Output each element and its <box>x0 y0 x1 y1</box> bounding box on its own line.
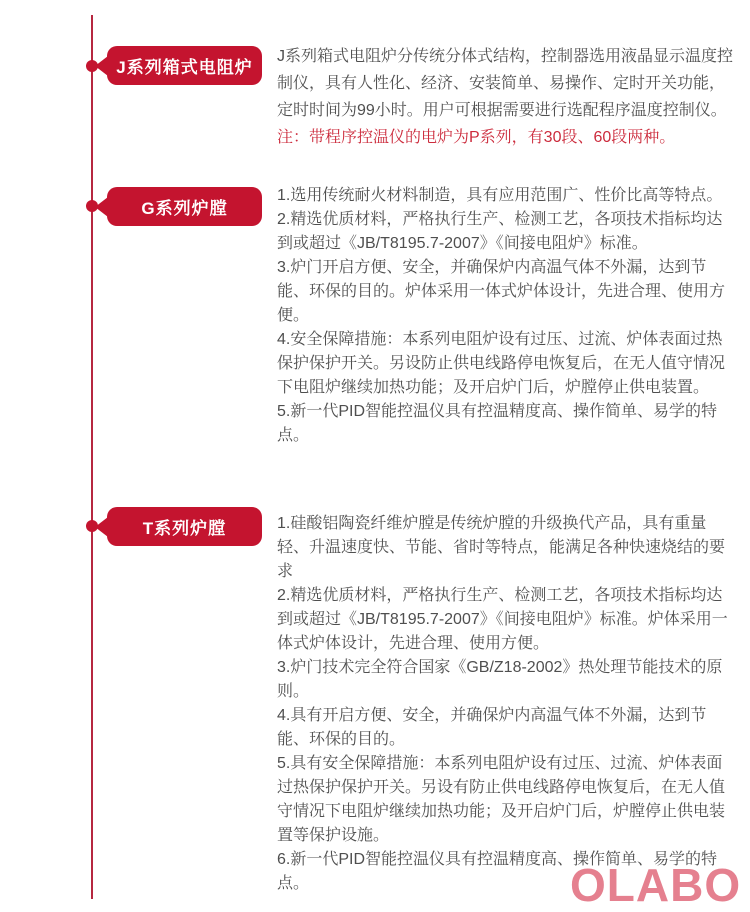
bubble-tail-icon <box>95 197 108 217</box>
paragraph: 5.新一代PID智能控温仪具有控温精度高、操作简单、易学的特点。 <box>277 403 718 444</box>
note-text: 注：带程序控温仪的电炉为P系列，有30段、60段两种。 <box>277 129 676 146</box>
paragraph: 1.选用传统耐火材料制造，具有应用范围广、性价比高等特点。 <box>277 187 723 204</box>
section-body-t-series <box>277 512 735 896</box>
section-label-t-series <box>107 507 262 546</box>
timeline-rail <box>91 15 93 899</box>
bubble-tail-icon <box>95 56 108 76</box>
paragraph: 3.炉门技术完全符合国家《GB/Z18-2002》热处理节能技术的原则。 <box>277 659 723 700</box>
paragraph: J系列箱式电阻炉分传统分体式结构，控制器选用液晶显示温度控制仪，具有人性化、经济、安装简单、易操作、定时开关功能，定时时间为99小时。用户可根据需要进行选配程序温度控制仪。 <box>277 48 734 119</box>
section-label-text: T系列炉膛 <box>142 519 227 538</box>
paragraph: 3.炉门开启方便、安全，并确保炉内高温气体不外漏，达到节能、环保的目的。炉体采用一体式炉体设计，先进合理、使用方便。 <box>277 259 726 324</box>
section-label-j-series <box>107 46 262 85</box>
paragraph: 2.精选优质材料，严格执行生产、检测工艺，各项技术指标均达到或超过《JB/T8195.7-2007》《间接电阻炉》标准。炉体采用一体式炉体设计，先进合理、使用方便。 <box>277 587 728 652</box>
paragraph: 6.新一代PID智能控温仪具有控温精度高、操作简单、易学的特点。 <box>277 851 718 892</box>
paragraph: 5.具有安全保障措施：本系列电阻炉设有过压、过流、炉体表面过热保护保护开关。另设有防止供电线路停电恢复后，在无人值守情况下电阻炉继续加热功能；及开启炉门后，炉膛停止供电装置等保护设施。 <box>277 755 726 844</box>
section-label-text: G系列炉膛 <box>141 199 228 218</box>
paragraph: 4.安全保障措施：本系列电阻炉设有过压、过流、炉体表面过热保护保护开关。另设防止供电线路停电恢复后，在无人值守情况下电阻炉继续加热功能；及开启炉门后，炉膛停止供电装置。 <box>277 331 726 396</box>
section-body-g-series <box>277 184 735 448</box>
paragraph: 1.硅酸铝陶瓷纤维炉膛是传统炉膛的升级换代产品，具有重量轻、升温速度快、节能、省时等特点，能满足各种快速烧结的要求 <box>277 515 726 580</box>
section-label-g-series <box>107 187 262 226</box>
paragraph: 2.精选优质材料，严格执行生产、检测工艺，各项技术指标均达到或超过《JB/T8195.7-2007》《间接电阻炉》标准。 <box>277 211 723 252</box>
section-label-text: J系列箱式电阻炉 <box>116 58 253 77</box>
section-body-j-series <box>277 43 735 151</box>
bubble-tail-icon <box>95 517 108 537</box>
paragraph: 4.具有开启方便、安全，并确保炉内高温气体不外漏，达到节能、环保的目的。 <box>277 707 707 748</box>
olabo-logo: OLABO <box>570 859 742 911</box>
